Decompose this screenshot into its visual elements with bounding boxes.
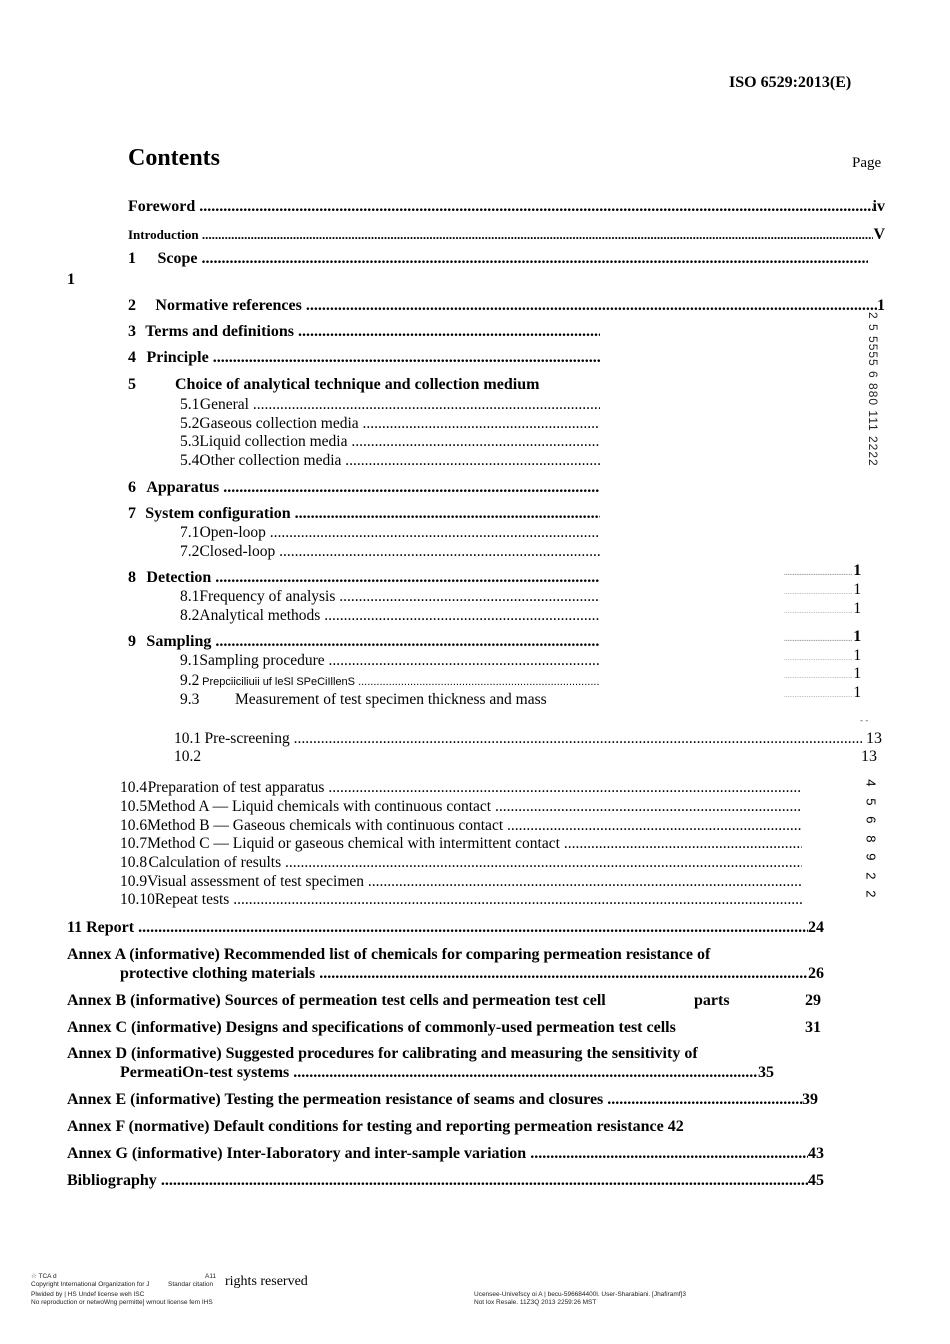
toc-entry-10-9[interactable] (120, 873, 802, 891)
toc-page-9-1: ....................................... 1 (784, 647, 862, 664)
toc-label: Prepciiciliuii uf leSl SPeCiIllenS (202, 676, 356, 688)
toc-label: Foreword (128, 198, 196, 215)
footer-licensee: Ucensee-Univefscy oi A | becu-596684400l. User-Sharabiani. [Jhafiramf]3 (474, 1291, 686, 1298)
toc-label: 11 Report (67, 919, 135, 936)
toc-entry-10-8[interactable] (120, 854, 802, 872)
toc-number: 10.8 (120, 854, 148, 871)
toc-entry-5-1[interactable] (180, 396, 600, 414)
toc-entry-7-2[interactable] (180, 543, 600, 561)
toc-entry-8-2[interactable] (180, 607, 600, 625)
toc-label: Closed-loop (199, 543, 276, 560)
toc-entry-10-5[interactable] (120, 798, 802, 816)
toc-number: 5.2 (180, 415, 200, 432)
toc-number: 5 (128, 376, 136, 393)
footer-provided-by: Plwided by | HS Undef license weh ISC (31, 1291, 145, 1298)
toc-entry-introduction[interactable] (128, 226, 885, 244)
toc-page: 1 (877, 297, 885, 314)
toc-entry-5-2[interactable] (180, 415, 600, 433)
toc-number: 7.2 (180, 543, 200, 560)
toc-number: 9.2 (180, 672, 200, 689)
toc-number: 6 (128, 479, 136, 496)
toc-entry-annex-a[interactable] (67, 946, 710, 964)
toc-page-annex-c: 31 (805, 1019, 821, 1036)
toc-number: 5.4 (180, 452, 200, 469)
toc-entry-apparatus[interactable] (128, 479, 600, 497)
toc-page: V (873, 226, 885, 243)
toc-entry-5-4[interactable] (180, 452, 600, 470)
toc-entry-7-1[interactable] (180, 524, 600, 542)
toc-page: 45 (808, 1172, 824, 1189)
toc-number: 1 (128, 250, 136, 267)
toc-label: Other collection media (199, 452, 342, 469)
toc-number: 9.3 (180, 691, 200, 708)
toc-page-9-3: ....................................... 1 (784, 684, 862, 701)
toc-entry-annex-b[interactable] (67, 992, 606, 1010)
toc-entry-annex-d[interactable] (67, 1045, 698, 1063)
footer-line1b: A11 (205, 1273, 217, 1280)
toc-entry-bibliography[interactable] (67, 1172, 824, 1190)
toc-entry-system-configuration[interactable] (128, 505, 600, 523)
toc-label: Open-loop (199, 524, 266, 541)
toc-entry-sampling[interactable] (128, 633, 600, 651)
toc-label-annex-b-suffix: parts (694, 992, 730, 1009)
toc-page: 43 (808, 1145, 824, 1162)
toc-label: Method B — Gaseous chemicals with continuous contact (147, 817, 504, 834)
toc-label: Liquid collection media (199, 433, 348, 450)
toc-page-annex-b: 29 (805, 992, 821, 1009)
toc-page-8-2: ....................................... 1 (784, 600, 862, 617)
toc-label: PermeatiOn-test systems (120, 1064, 290, 1081)
toc-page: 35 (758, 1064, 774, 1081)
document-id: ISO 6529:2013(E) (729, 74, 852, 91)
footer-citation: Standar citation (168, 1281, 214, 1288)
toc-entry-scope[interactable] (128, 250, 868, 268)
footer-line1a: ☆ TCA d (31, 1273, 57, 1280)
toc-number: 10.2 (174, 748, 202, 765)
toc-page: 13 (866, 730, 882, 747)
footer-copyright: Copyright International Organization for J (31, 1281, 150, 1288)
toc-number: 10.10 (120, 891, 155, 908)
toc-label: Method A — Liquid chemicals with continuous contact (147, 798, 492, 815)
toc-page: 39 (802, 1091, 818, 1108)
toc-entry-5-3[interactable] (180, 433, 600, 451)
toc-entry-annex-a-cont[interactable] (120, 965, 824, 983)
stray-dash-marks: - - (860, 715, 869, 725)
toc-page-9-2: ....................................... 1 (784, 665, 862, 682)
toc-label: Scope (157, 250, 198, 267)
toc-entry-8-1[interactable] (180, 588, 600, 606)
toc-number: 8.1 (180, 588, 200, 605)
toc-label: Terms and definitions (145, 323, 294, 340)
toc-entry-9-1[interactable] (180, 652, 600, 670)
toc-label: Analytical methods (199, 607, 321, 624)
footer-not-for-resale: Not lox Resale. 11Z3Q 2013 2259:26 MST (474, 1299, 597, 1306)
toc-entry-terms-definitions[interactable] (128, 323, 600, 341)
toc-label: Sampling procedure (199, 652, 325, 669)
toc-label: Apparatus (146, 479, 220, 496)
toc-label: Preparation of test apparatus (147, 779, 325, 796)
toc-number: 9 (128, 633, 136, 650)
toc-label: General (199, 396, 249, 413)
toc-page-9: ....................................... 1 (784, 628, 862, 645)
toc-entry-report[interactable] (67, 919, 824, 937)
toc-label: Annex G (informative) Inter-Iaboratory and inter-sample variation (67, 1145, 527, 1162)
toc-label: Calculation of results (148, 854, 282, 871)
toc-label: Bibliography (67, 1172, 157, 1189)
toc-entry-annex-d-cont[interactable] (120, 1064, 774, 1082)
toc-page-8: ....................................... 1 (784, 562, 862, 579)
toc-number: 3 (128, 323, 136, 340)
toc-entry-annex-c[interactable] (67, 1019, 676, 1037)
toc-label: Detection (146, 569, 212, 586)
footer-no-reproduction: No reproduction or netwoWng permitte] wmout license fem IHS (31, 1299, 213, 1306)
toc-label: Choice of analytical technique and collection medium (175, 376, 540, 393)
toc-entry-10-2[interactable] (174, 748, 201, 766)
toc-page-10-2: 13 (861, 748, 877, 765)
toc-entry-9-2[interactable] (180, 672, 600, 690)
toc-number: 7 (128, 505, 136, 522)
toc-entry-foreword[interactable] (128, 198, 885, 216)
toc-number: 8.2 (180, 607, 200, 624)
toc-label: Frequency of analysis (199, 588, 336, 605)
toc-label: Measurement of test specimen thickness and mass (235, 691, 547, 708)
toc-entry-10-6[interactable] (120, 817, 802, 835)
toc-number: 10.1 (174, 730, 202, 747)
toc-page-scope: 1 (67, 271, 75, 288)
toc-page: iv (872, 198, 885, 215)
rotated-page-numbers-section10: 4 5 6 8 9 2 2 (863, 779, 879, 898)
toc-entry-detection[interactable] (128, 569, 600, 587)
toc-entry-annex-g[interactable] (67, 1145, 824, 1163)
toc-entry-choice-analytical[interactable] (128, 376, 539, 394)
toc-entry-normative-references[interactable] (128, 297, 885, 315)
toc-entry-10-1[interactable] (174, 730, 882, 748)
toc-label: Annex F (normative) Default conditions for testing and reporting permeation resistance 42 (67, 1118, 684, 1135)
toc-number: 7.1 (180, 524, 200, 541)
toc-number: 10.5 (120, 798, 148, 815)
toc-label: Gaseous collection media (199, 415, 359, 432)
toc-entry-10-7[interactable] (120, 835, 802, 853)
toc-label: protective clothing materials (120, 965, 316, 982)
page-title: Contents (128, 145, 221, 171)
toc-label: Introduction (128, 227, 199, 242)
toc-label: Principle (146, 349, 209, 366)
toc-number: 10.9 (120, 873, 148, 890)
toc-number: 8 (128, 569, 136, 586)
toc-number: 10.6 (120, 817, 148, 834)
toc-entry-10-10[interactable] (120, 891, 802, 909)
toc-number: 2 (128, 297, 136, 314)
toc-number: 5.3 (180, 433, 200, 450)
toc-number: 4 (128, 349, 136, 366)
footer-rights: rights reserved (225, 1274, 308, 1289)
toc-label: Annex A (informative) Recommended list of chemicals for comparing permeation resistance of (67, 946, 711, 963)
toc-entry-annex-e[interactable] (67, 1091, 818, 1109)
toc-entry-9-3[interactable] (180, 691, 547, 709)
toc-number: 10.7 (120, 835, 148, 852)
toc-label: Sampling (146, 633, 212, 650)
toc-label: Normative references (155, 297, 302, 314)
toc-label: Annex D (informative) Suggested procedures for calibrating and measuring the sensitivity of (67, 1045, 698, 1062)
rotated-page-numbers: 2 5 5555 6 880 111 2222 (866, 312, 880, 467)
toc-label: Annex C (informative) Designs and specifications of commonly-used permeation test cells (67, 1019, 676, 1036)
toc-label: Annex B (informative) Sources of permeation test cells and permeation test cell (67, 992, 606, 1009)
toc-label: Repeat tests (154, 891, 230, 908)
toc-label: Method C — Liquid or gaseous chemical with intermittent contact (147, 835, 560, 852)
toc-page: 24 (808, 919, 824, 936)
toc-number: 5.1 (180, 396, 200, 413)
toc-page-8-1: ....................................... 1 (784, 581, 862, 598)
toc-number: 9.1 (180, 652, 200, 669)
toc-entry-annex-f[interactable] (67, 1118, 684, 1136)
toc-entry-principle[interactable] (128, 349, 600, 367)
toc-label: Annex E (informative) Testing the permeation resistance of seams and closures (67, 1091, 604, 1108)
page-column-label: Page (852, 155, 882, 171)
toc-label: Visual assessment of test specimen (147, 873, 365, 890)
toc-number: 10.4 (120, 779, 148, 796)
toc-page: 26 (808, 965, 824, 982)
toc-label: System configuration (145, 505, 291, 522)
toc-label: Pre-screening (204, 730, 290, 747)
toc-entry-10-4[interactable] (120, 779, 802, 797)
